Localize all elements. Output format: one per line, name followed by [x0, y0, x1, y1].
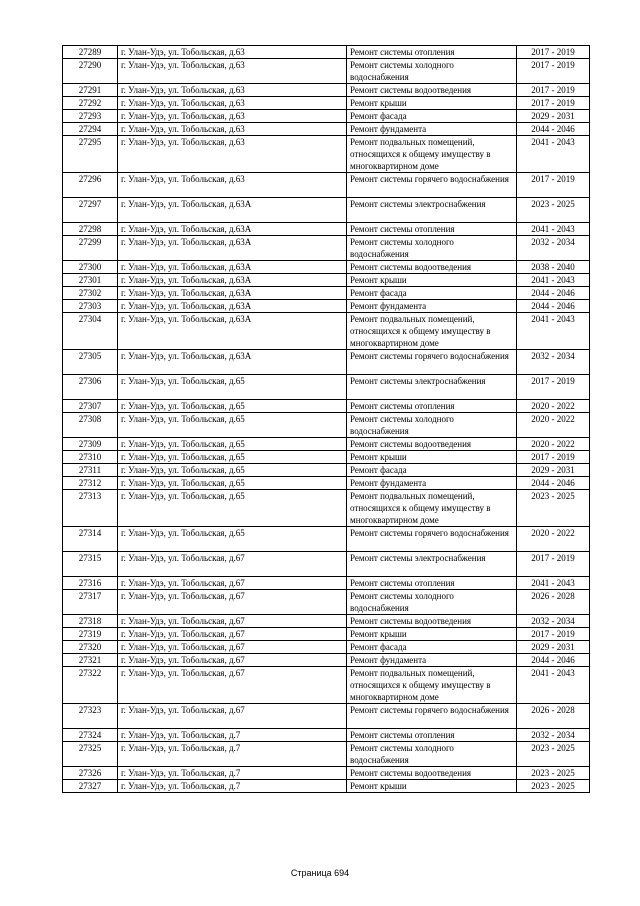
record-number-cell: 27314 — [63, 527, 118, 552]
work-type-cell: Ремонт фасада — [347, 464, 517, 477]
table-row — [63, 552, 590, 577]
table-row — [63, 110, 590, 123]
record-number-cell: 27325 — [63, 742, 118, 767]
record-number-cell: 27317 — [63, 590, 118, 615]
period-cell: 2044 - 2046 — [517, 287, 590, 300]
work-type-cell: Ремонт системы горячего водоснабжения — [347, 527, 517, 552]
record-number-cell: 27294 — [63, 123, 118, 136]
address-cell: г. Улан-Удэ, ул. Тобольская, д.67 — [118, 641, 347, 654]
address-cell: г. Улан-Удэ, ул. Тобольская, д.7 — [118, 729, 347, 742]
period-cell: 2041 - 2043 — [517, 136, 590, 173]
work-type-cell: Ремонт системы электроснабжения — [347, 375, 517, 400]
record-number-cell: 27292 — [63, 97, 118, 110]
period-cell: 2023 - 2025 — [517, 490, 590, 527]
table-row — [63, 46, 590, 59]
record-number-cell: 27320 — [63, 641, 118, 654]
period-cell: 2023 - 2025 — [517, 780, 590, 793]
address-cell: г. Улан-Удэ, ул. Тобольская, д.67 — [118, 577, 347, 590]
address-cell: г. Улан-Удэ, ул. Тобольская, д.63 — [118, 46, 347, 59]
record-number-cell: 27322 — [63, 667, 118, 704]
work-type-cell: Ремонт системы водоотведения — [347, 84, 517, 97]
address-cell: г. Улан-Удэ, ул. Тобольская, д.63А — [118, 198, 347, 223]
record-number-cell: 27306 — [63, 375, 118, 400]
address-cell: г. Улан-Удэ, ул. Тобольская, д.67 — [118, 615, 347, 628]
table-row — [63, 438, 590, 451]
work-type-cell: Ремонт системы отопления — [347, 46, 517, 59]
record-number-cell: 27319 — [63, 628, 118, 641]
table-row — [63, 451, 590, 464]
record-number-cell: 27307 — [63, 400, 118, 413]
address-cell: г. Улан-Удэ, ул. Тобольская, д.65 — [118, 490, 347, 527]
period-cell: 2017 - 2019 — [517, 375, 590, 400]
period-cell: 2017 - 2019 — [517, 628, 590, 641]
record-number-cell: 27324 — [63, 729, 118, 742]
table-row — [63, 287, 590, 300]
period-cell: 2029 - 2031 — [517, 110, 590, 123]
address-cell: г. Улан-Удэ, ул. Тобольская, д.7 — [118, 742, 347, 767]
period-cell: 2029 - 2031 — [517, 464, 590, 477]
work-type-cell: Ремонт системы отопления — [347, 223, 517, 236]
work-type-cell: Ремонт фасада — [347, 641, 517, 654]
period-cell: 2026 - 2028 — [517, 590, 590, 615]
address-cell: г. Улан-Удэ, ул. Тобольская, д.63 — [118, 173, 347, 198]
record-number-cell: 27295 — [63, 136, 118, 173]
address-cell: г. Улан-Удэ, ул. Тобольская, д.65 — [118, 413, 347, 438]
record-number-cell: 27316 — [63, 577, 118, 590]
work-type-cell: Ремонт крыши — [347, 780, 517, 793]
table-row — [63, 300, 590, 313]
record-number-cell: 27293 — [63, 110, 118, 123]
record-number-cell: 27290 — [63, 59, 118, 84]
table-row — [63, 84, 590, 97]
work-type-cell: Ремонт системы холодного водоснабжения — [347, 59, 517, 84]
table-row — [63, 400, 590, 413]
record-number-cell: 27297 — [63, 198, 118, 223]
table-row — [63, 577, 590, 590]
work-type-cell: Ремонт системы холодного водоснабжения — [347, 236, 517, 261]
period-cell: 2017 - 2019 — [517, 46, 590, 59]
work-type-cell: Ремонт системы водоотведения — [347, 261, 517, 274]
table-row — [63, 236, 590, 261]
record-number-cell: 27323 — [63, 704, 118, 729]
work-type-cell: Ремонт системы горячего водоснабжения — [347, 350, 517, 375]
address-cell: г. Улан-Удэ, ул. Тобольская, д.63А — [118, 236, 347, 261]
record-number-cell: 27311 — [63, 464, 118, 477]
period-cell: 2023 - 2025 — [517, 742, 590, 767]
address-cell: г. Улан-Удэ, ул. Тобольская, д.67 — [118, 628, 347, 641]
address-cell: г. Улан-Удэ, ул. Тобольская, д.63А — [118, 287, 347, 300]
address-cell: г. Улан-Удэ, ул. Тобольская, д.65 — [118, 477, 347, 490]
work-type-cell: Ремонт системы горячего водоснабжения — [347, 173, 517, 198]
period-cell: 2044 - 2046 — [517, 300, 590, 313]
table-row — [63, 490, 590, 527]
period-cell: 2041 - 2043 — [517, 313, 590, 350]
table-row — [63, 413, 590, 438]
address-cell: г. Улан-Удэ, ул. Тобольская, д.63 — [118, 59, 347, 84]
work-type-cell: Ремонт фундамента — [347, 477, 517, 490]
work-type-cell: Ремонт системы отопления — [347, 577, 517, 590]
table-row — [63, 729, 590, 742]
record-number-cell: 27300 — [63, 261, 118, 274]
address-cell: г. Улан-Удэ, ул. Тобольская, д.7 — [118, 767, 347, 780]
record-number-cell: 27302 — [63, 287, 118, 300]
period-cell: 2044 - 2046 — [517, 477, 590, 490]
work-type-cell: Ремонт фундамента — [347, 123, 517, 136]
work-type-cell: Ремонт фасада — [347, 287, 517, 300]
work-type-cell: Ремонт фундамента — [347, 654, 517, 667]
period-cell: 2032 - 2034 — [517, 236, 590, 261]
work-type-cell: Ремонт системы водоотведения — [347, 615, 517, 628]
table-row — [63, 464, 590, 477]
period-cell: 2044 - 2046 — [517, 123, 590, 136]
table-row — [63, 590, 590, 615]
page-number: Страница 694 — [290, 868, 350, 878]
record-number-cell: 27326 — [63, 767, 118, 780]
address-cell: г. Улан-Удэ, ул. Тобольская, д.67 — [118, 552, 347, 577]
address-cell: г. Улан-Удэ, ул. Тобольская, д.63 — [118, 136, 347, 173]
table-row — [63, 704, 590, 729]
period-cell: 2020 - 2022 — [517, 413, 590, 438]
period-cell: 2017 - 2019 — [517, 97, 590, 110]
address-cell: г. Улан-Удэ, ул. Тобольская, д.67 — [118, 590, 347, 615]
table-row — [63, 477, 590, 490]
address-cell: г. Улан-Удэ, ул. Тобольская, д.65 — [118, 375, 347, 400]
address-cell: г. Улан-Удэ, ул. Тобольская, д.63А — [118, 313, 347, 350]
work-type-cell: Ремонт крыши — [347, 451, 517, 464]
address-cell: г. Улан-Удэ, ул. Тобольская, д.63 — [118, 97, 347, 110]
address-cell: г. Улан-Удэ, ул. Тобольская, д.67 — [118, 704, 347, 729]
table-row — [63, 223, 590, 236]
work-type-cell: Ремонт подвальных помещений, относящихся к общему имуществу в многоквартирном доме — [347, 490, 517, 527]
table-row — [63, 667, 590, 704]
address-cell: г. Улан-Удэ, ул. Тобольская, д.7 — [118, 780, 347, 793]
record-number-cell: 27303 — [63, 300, 118, 313]
work-type-cell: Ремонт системы электроснабжения — [347, 552, 517, 577]
table-row — [63, 313, 590, 350]
table-row — [63, 350, 590, 375]
address-cell: г. Улан-Удэ, ул. Тобольская, д.63 — [118, 123, 347, 136]
period-cell: 2041 - 2043 — [517, 667, 590, 704]
record-number-cell: 27289 — [63, 46, 118, 59]
period-cell: 2017 - 2019 — [517, 59, 590, 84]
address-cell: г. Улан-Удэ, ул. Тобольская, д.67 — [118, 654, 347, 667]
table-row — [63, 767, 590, 780]
work-type-cell: Ремонт подвальных помещений, относящихся к общему имуществу в многоквартирном доме — [347, 136, 517, 173]
table-row — [63, 742, 590, 767]
address-cell: г. Улан-Удэ, ул. Тобольская, д.63А — [118, 300, 347, 313]
work-type-cell: Ремонт системы отопления — [347, 400, 517, 413]
work-schedule-table — [62, 45, 590, 793]
table-row — [63, 198, 590, 223]
address-cell: г. Улан-Удэ, ул. Тобольская, д.65 — [118, 451, 347, 464]
period-cell: 2023 - 2025 — [517, 198, 590, 223]
table-row — [63, 59, 590, 84]
record-number-cell: 27299 — [63, 236, 118, 261]
work-type-cell: Ремонт системы холодного водоснабжения — [347, 413, 517, 438]
record-number-cell: 27312 — [63, 477, 118, 490]
address-cell: г. Улан-Удэ, ул. Тобольская, д.65 — [118, 527, 347, 552]
period-cell: 2020 - 2022 — [517, 527, 590, 552]
address-cell: г. Улан-Удэ, ул. Тобольская, д.63А — [118, 350, 347, 375]
period-cell: 2038 - 2040 — [517, 261, 590, 274]
table-row — [63, 123, 590, 136]
table-row — [63, 615, 590, 628]
table-row — [63, 136, 590, 173]
address-cell: г. Улан-Удэ, ул. Тобольская, д.63 — [118, 84, 347, 97]
address-cell: г. Улан-Удэ, ул. Тобольская, д.63 — [118, 110, 347, 123]
record-number-cell: 27298 — [63, 223, 118, 236]
record-number-cell: 27296 — [63, 173, 118, 198]
record-number-cell: 27291 — [63, 84, 118, 97]
table-body — [63, 46, 590, 793]
address-cell: г. Улан-Удэ, ул. Тобольская, д.63А — [118, 261, 347, 274]
record-number-cell: 27309 — [63, 438, 118, 451]
period-cell: 2020 - 2022 — [517, 438, 590, 451]
work-type-cell: Ремонт системы отопления — [347, 729, 517, 742]
address-cell: г. Улан-Удэ, ул. Тобольская, д.67 — [118, 667, 347, 704]
period-cell: 2032 - 2034 — [517, 729, 590, 742]
period-cell: 2017 - 2019 — [517, 84, 590, 97]
period-cell: 2026 - 2028 — [517, 704, 590, 729]
work-type-cell: Ремонт крыши — [347, 274, 517, 287]
table-row — [63, 780, 590, 793]
period-cell: 2017 - 2019 — [517, 552, 590, 577]
period-cell: 2023 - 2025 — [517, 767, 590, 780]
period-cell: 2017 - 2019 — [517, 173, 590, 198]
record-number-cell: 27301 — [63, 274, 118, 287]
table-row — [63, 97, 590, 110]
address-cell: г. Улан-Удэ, ул. Тобольская, д.65 — [118, 464, 347, 477]
record-number-cell: 27313 — [63, 490, 118, 527]
record-number-cell: 27327 — [63, 780, 118, 793]
table-row — [63, 375, 590, 400]
work-type-cell: Ремонт системы холодного водоснабжения — [347, 590, 517, 615]
work-type-cell: Ремонт подвальных помещений, относящихся к общему имуществу в многоквартирном доме — [347, 313, 517, 350]
work-type-cell: Ремонт системы водоотведения — [347, 767, 517, 780]
record-number-cell: 27305 — [63, 350, 118, 375]
address-cell: г. Улан-Удэ, ул. Тобольская, д.65 — [118, 400, 347, 413]
period-cell: 2032 - 2034 — [517, 350, 590, 375]
table-row — [63, 173, 590, 198]
address-cell: г. Улан-Удэ, ул. Тобольская, д.65 — [118, 438, 347, 451]
table-row — [63, 628, 590, 641]
work-type-cell: Ремонт подвальных помещений, относящихся к общему имуществу в многоквартирном доме — [347, 667, 517, 704]
work-type-cell: Ремонт крыши — [347, 97, 517, 110]
work-type-cell: Ремонт крыши — [347, 628, 517, 641]
period-cell: 2041 - 2043 — [517, 223, 590, 236]
table-row — [63, 654, 590, 667]
period-cell: 2041 - 2043 — [517, 577, 590, 590]
work-type-cell: Ремонт системы горячего водоснабжения — [347, 704, 517, 729]
address-cell: г. Улан-Удэ, ул. Тобольская, д.63А — [118, 274, 347, 287]
period-cell: 2032 - 2034 — [517, 615, 590, 628]
table-row — [63, 261, 590, 274]
work-type-cell: Ремонт фасада — [347, 110, 517, 123]
record-number-cell: 27321 — [63, 654, 118, 667]
period-cell: 2029 - 2031 — [517, 641, 590, 654]
work-type-cell: Ремонт системы электроснабжения — [347, 198, 517, 223]
work-type-cell: Ремонт системы водоотведения — [347, 438, 517, 451]
table-row — [63, 527, 590, 552]
period-cell: 2017 - 2019 — [517, 451, 590, 464]
record-number-cell: 27318 — [63, 615, 118, 628]
record-number-cell: 27315 — [63, 552, 118, 577]
record-number-cell: 27308 — [63, 413, 118, 438]
table-row — [63, 641, 590, 654]
period-cell: 2020 - 2022 — [517, 400, 590, 413]
record-number-cell: 27310 — [63, 451, 118, 464]
period-cell: 2041 - 2043 — [517, 274, 590, 287]
address-cell: г. Улан-Удэ, ул. Тобольская, д.63А — [118, 223, 347, 236]
period-cell: 2044 - 2046 — [517, 654, 590, 667]
record-number-cell: 27304 — [63, 313, 118, 350]
work-type-cell: Ремонт системы холодного водоснабжения — [347, 742, 517, 767]
table-row — [63, 274, 590, 287]
work-type-cell: Ремонт фундамента — [347, 300, 517, 313]
